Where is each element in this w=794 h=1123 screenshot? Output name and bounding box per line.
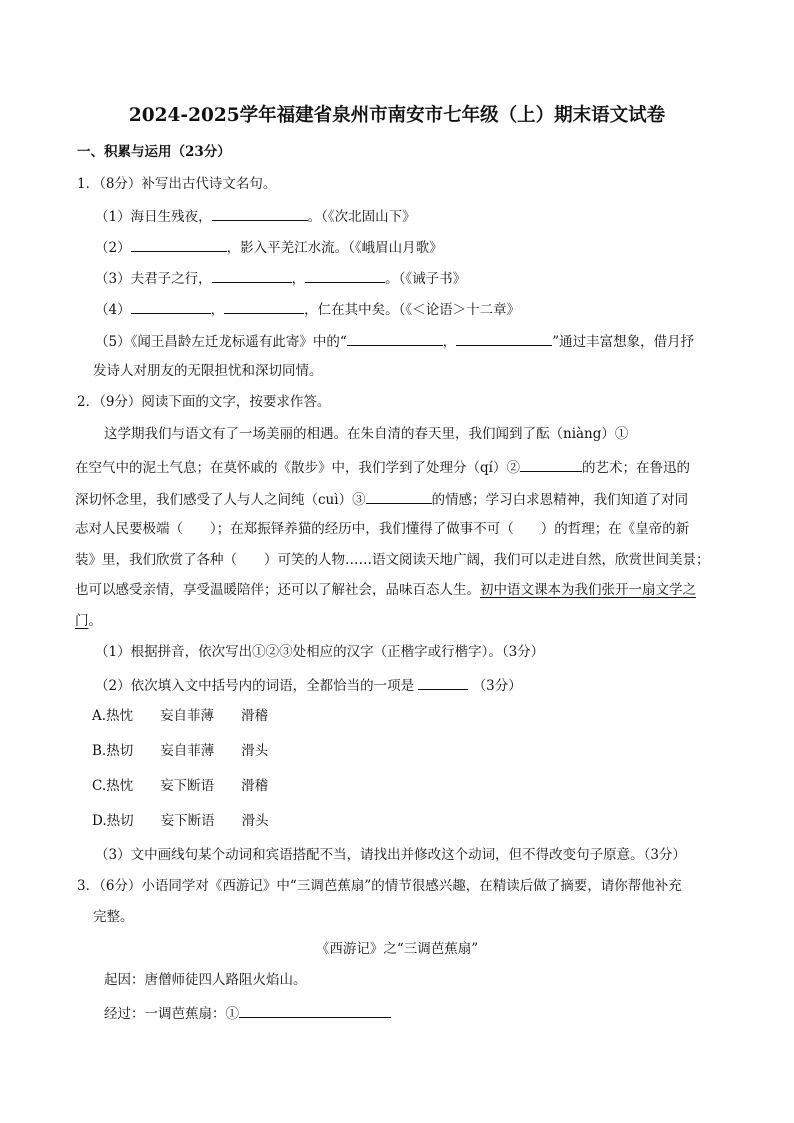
underlined-sentence-end: 门 xyxy=(75,613,89,629)
q2-sub2-post: （3分） xyxy=(472,678,522,694)
option-d: D.热切 妄下断语 滑头 xyxy=(92,813,269,829)
section-heading-1: 一、积累与运用（23分） xyxy=(77,144,231,160)
answer-blank[interactable] xyxy=(366,488,432,504)
question-3-stem: 3．（6分）小语同学对《西游记》中“三调芭蕉扇”的情节很感兴趣，在精读后做了摘要，请你帮他补充 xyxy=(77,878,682,894)
passage-line-6 xyxy=(75,580,794,600)
answer-blank[interactable] xyxy=(418,674,468,690)
passage-line-2 xyxy=(75,456,794,478)
q1-s4-mid: ， xyxy=(210,302,225,318)
answer-blank[interactable] xyxy=(212,205,308,221)
question-1-item-4 xyxy=(95,298,794,320)
q1-s3-post: 。（《诫子书》 xyxy=(385,271,467,287)
question-3-stem-cont: 完整。 xyxy=(93,909,134,925)
question-1-item-2 xyxy=(95,236,794,258)
q1-s5-mid: ， xyxy=(442,334,457,350)
passage-line-4: 志对人民要极端（ ）；在郑振铎养猫的经历中，我们懂得了做事不可（ ）的哲理；在《皇帝的新 xyxy=(75,521,690,537)
question-2-stem: 2．（9分）阅读下面的文字，按要求作答。 xyxy=(77,394,331,410)
summary-process xyxy=(104,1002,794,1024)
answer-blank[interactable] xyxy=(456,330,552,346)
q1-s5-post: ”通过丰富想象，借月抒 xyxy=(552,334,695,350)
q1-s2-pre: （2） xyxy=(95,240,131,256)
question-1-item-5 xyxy=(95,330,794,352)
answer-blank[interactable] xyxy=(239,1002,391,1018)
underlined-sentence: 初中语文课本为我们张开一扇文学之 xyxy=(480,582,696,598)
passage-line-3-b: 的情感；学习白求恩精神，我们知道了对同 xyxy=(431,492,689,508)
passage-line-1: 这学期我们与语文有了一场美丽的相遇。在朱自清的春天里，我们闻到了酝（niàng）① xyxy=(104,426,629,442)
answer-blank[interactable] xyxy=(347,330,443,346)
answer-blank[interactable] xyxy=(224,298,304,314)
answer-blank[interactable] xyxy=(131,298,211,314)
option-c: C.热忱 妄下断语 滑稽 xyxy=(92,778,269,794)
question-1-item-3 xyxy=(95,267,794,289)
summary-cause: 起因：唐僧师徒四人路阻火焰山。 xyxy=(104,972,307,988)
summary-heading: 《西游记》之“三调芭蕉扇” xyxy=(315,941,479,957)
q1-s4-pre: （4） xyxy=(95,302,131,318)
question-1-item-5-cont: 发诗人对朋友的无限担忧和深切同情。 xyxy=(93,363,323,379)
passage-line-3 xyxy=(75,488,794,510)
option-a: A.热忱 妄自菲薄 滑稽 xyxy=(92,708,269,724)
passage-line-6-a: 也可以感受亲情，享受温暖陪伴；还可以了解社会，品味百态人生。 xyxy=(75,582,480,598)
q1-s2-post: ，影入平羌江水流。（《峨眉山月歌》 xyxy=(226,240,443,256)
q1-s1-pre: （1）海日生残夜， xyxy=(95,209,212,225)
summary-process-label: 经过：一调芭蕉扇：① xyxy=(104,1006,239,1022)
passage-line-7 xyxy=(75,611,794,631)
q1-s3-mid: ， xyxy=(291,271,306,287)
answer-blank[interactable] xyxy=(305,267,385,283)
q1-s4-post: ，仁在其中矣。（《＜论语＞十二章》 xyxy=(304,302,521,318)
answer-blank[interactable] xyxy=(520,456,582,472)
answer-blank[interactable] xyxy=(131,236,227,252)
question-2-sub-1: （1）根据拼音，依次写出①②③处相应的汉字（正楷字或行楷字）。（3分） xyxy=(95,644,545,660)
question-2-sub-2 xyxy=(95,674,794,696)
answer-blank[interactable] xyxy=(212,267,292,283)
q1-s3-pre: （3）夫君子之行， xyxy=(95,271,212,287)
passage-line-2-b: 的艺术；在鲁迅的 xyxy=(581,460,690,476)
question-2-sub-3: （3）文中画线句某个动词和宾语搭配不当，请找出并修改这个动词，但不得改变句子原意。（3分） xyxy=(95,847,686,863)
passage-line-3-a: 深切怀念里，我们感受了人与人之间纯（cuì）③ xyxy=(75,492,366,508)
question-1-item-1 xyxy=(95,205,794,227)
q2-sub2-pre: （2）依次填入文中括号内的词语，全都恰当的一项是 xyxy=(95,678,415,694)
exam-title: 2024-2025学年福建省泉州市南安市七年级（上）期末语文试卷 xyxy=(128,105,666,126)
q1-s5-pre: （5）《闻王昌龄左迁龙标遥有此寄》中的“ xyxy=(95,334,347,350)
question-1-stem: 1．（8分）补写出古代诗文名句。 xyxy=(77,176,277,192)
passage-line-7-end: 。 xyxy=(88,613,102,629)
passage-line-5: 装》里，我们欣赏了各种（ ）可笑的人物……语文阅读天地广阔，我们可以走进自然，欣赏世间美景； xyxy=(75,552,710,568)
passage-line-2-a: 在空气中的泥土气息；在莫怀戚的《散步》中，我们学到了处理分（qí）② xyxy=(75,460,520,476)
option-b: B.热切 妄自菲薄 滑头 xyxy=(92,743,269,759)
q1-s1-post: 。（《次北固山下》 xyxy=(307,209,416,225)
